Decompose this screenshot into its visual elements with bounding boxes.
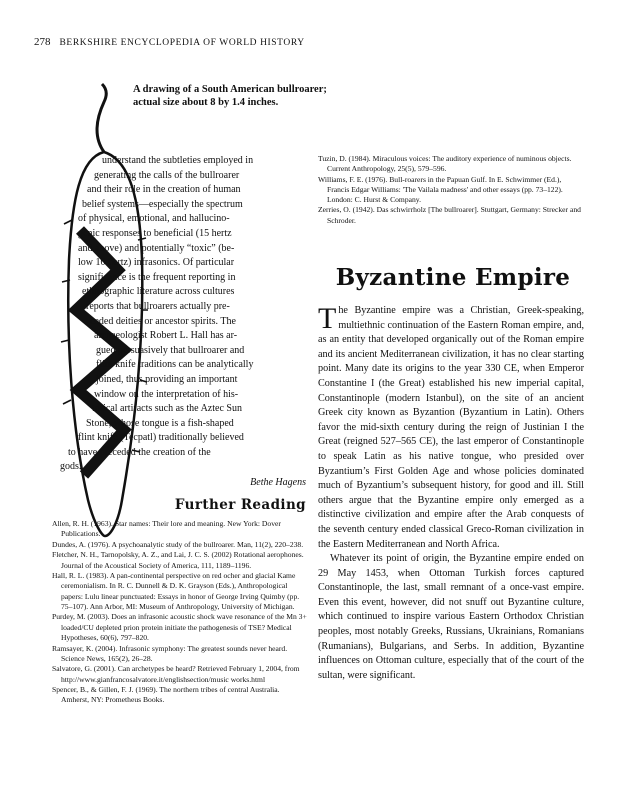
text-line: reports that bullroarers actually pre- (86, 300, 230, 312)
page-number: 278 (34, 36, 51, 48)
text-line: gods. (60, 461, 82, 473)
text-line: of physical, emotional, and hallucino- (78, 213, 230, 225)
reference-item: Allen, R. H. (1963). Star names: Their lore and meaning. New York: Dover Publications. (52, 519, 281, 539)
text-line: to have preceded the creation of the (68, 446, 211, 458)
reference-item: Fletcher, N. H., Tarnopolsky, A. Z., and Lai, J. C. S. (2002) Rotational aerophones. Journal of the Acoustical Society of America, 111, 1189–1196. (52, 550, 304, 570)
text-line: and their role in the creation of human (87, 184, 241, 196)
drop-cap: T (318, 302, 337, 335)
text-line: flint knife traditions can be analytically (96, 359, 254, 371)
text-line: ethnographic literature across cultures (82, 286, 235, 298)
text-line: Stone, whose tongue is a fish-shaped (86, 417, 234, 429)
article-paragraph-2: Whatever its point of origin, the Byzantine empire ended on 29 May 1453, when Ottoman Turkish forces captured Constantinople, the last, small remnant of a once-vast empire. Even this event, however, did not snuff out Byzantine culture, which continued to inspire various Eastern Orthodox Christian peoples, most notably Greeks, Russians, Ukrainians, Romanians (Rumanians), Bulgarians, and Serbs. In addition, Byzantine influences on Ottoman culture, especially that of the court of the sultan, were significant. (318, 553, 584, 681)
caption-line-2: actual size about 8 by 1.4 inches. (133, 97, 279, 108)
article-body (318, 304, 584, 683)
running-title: BERKSHIRE ENCYCLOPEDIA OF WORLD HISTORY (59, 38, 305, 48)
caption-line-1: A drawing of a South American bullroarer; (133, 84, 327, 95)
reference-item: Zerries, O. (1942). Das schwirrholz [The bullroarer]. Stuttgart, Germany: Strecker and Schroder. (318, 205, 581, 225)
reference-item: Spencer, B., & Gillen, F. J. (1969). The northern tribes of central Australia. Amherst, NY: Prometheus Books. (52, 685, 280, 705)
reference-item: Dundes, A. (1976). A psychoanalytic study of the bullroarer. Man, 11(2), 220–238. (52, 539, 304, 549)
left-column-text (52, 154, 306, 475)
bullroarer-cord (97, 84, 106, 152)
text-line: ceded deities or ancestor spirits. The (90, 315, 236, 327)
figure-caption (133, 83, 383, 109)
text-line: joined, thus providing an important (96, 373, 238, 385)
author-byline: Bethe Hagens (250, 477, 306, 488)
reference-item: Williams, F. E. (1976). Bull-roarers in the Papuan Gulf. In E. Schwimmer (Ed.), Francis Edgar Williams: 'The Vailala madness' and other essays (pp. 73–122). London: C. Hurst & Company. (318, 174, 563, 205)
article-title: Byzantine Empire (335, 264, 571, 291)
further-reading-title: Further Reading (174, 497, 306, 513)
running-header (34, 36, 305, 48)
text-line: belief systems—especially the spectrum (82, 198, 243, 210)
reference-item: Tuzin, D. (1984). Miraculous voices: The auditory experience of numinous objects. Current Anthropology, 25(5), 579–596. (318, 154, 572, 174)
reference-item: Salvatore, G. (2001). Can archetypes be heard? Retrieved February 1, 2004, from http://www.gianfrancosalvatore.it/englishsection/music works.html (52, 664, 300, 684)
text-line: and above) and potentially “toxic” (be- (78, 242, 235, 254)
text-line: low 10 hertz) infrasonics. Of particular (78, 257, 235, 269)
reference-item: Ramsayer, K. (2004). Infrasonic symphony: The greatest sounds never heard. Science News, 165(2), 26–28. (52, 643, 288, 663)
text-line: window on the interpretation of his- (94, 388, 239, 400)
text-line: genic responses to beneficial (15 hertz (78, 227, 232, 239)
reference-item: Purdey, M. (2003). Does an infrasonic acoustic shock wave resonance of the Mn 3+ loaded/CU depleted prion protein initiate the pathogenesis of TSE? Medical Hypotheses, 60(6), 797–820. (52, 612, 307, 643)
reference-item: Hall, R. L. (1983). A pan-continental perspective on red ocher and glacial Kame ceremonialism. In R. C. Dunnell & D. K. Grayson (Eds.), Anthropological papers: Lulu linear punctuated: Essays in honor of George Irving Quimby (pp. 75–107). Ann Arbor, MI: Museum of Anthropology, University of Michigan. (52, 571, 300, 611)
article-paragraph-1 (318, 304, 584, 552)
text-line: gued persuasively that bullroarer and (96, 344, 245, 356)
paragraph-text: he Byzantine empire was a Christian, Greek-speaking, multiethnic continuation of the Eastern Roman empire, and, as an entity that developed organically out of the Roman empire and its ancient Mediterranean civilization, it has no clear starting point. Many date its origins to the year 330 CE, when Emperor Constantine I (the Great) established his new imperial capital, Constantinople (modern Istanbul), on the site of an ancient Greek city known as Byzantion (Byzantium in Latin). Others favor the mid-sixth century during the reign of Justinian I the Great (reigned 527–565 CE), the last emperor of Constantinople to speak Latin as his native tongue, who presided over Byzantium’s First Golden Age and whose policies dominated much of Byzantium’s subsequent history, for good and ill. Still others argue that the Byzantine empire only emerged as a distinctive civilization and empire after the Arab conquests of the seventh century ended classical Greco-Roman civilization in the Eastern Mediterranean and North Africa. (318, 305, 584, 550)
text-line: generating the calls of the bullroarer (94, 169, 240, 181)
text-line: archaeologist Robert L. Hall has ar- (94, 330, 238, 342)
further-reading-list (52, 519, 308, 706)
further-reading-list-continued (318, 154, 582, 226)
text-line: understand the subtleties employed in (102, 155, 254, 166)
text-line: torical artifacts such as the Aztec Sun (92, 403, 242, 415)
text-line: significance is the frequent reporting in (78, 271, 236, 283)
text-line: flint knife (Tecpatl) traditionally believed (78, 432, 244, 444)
